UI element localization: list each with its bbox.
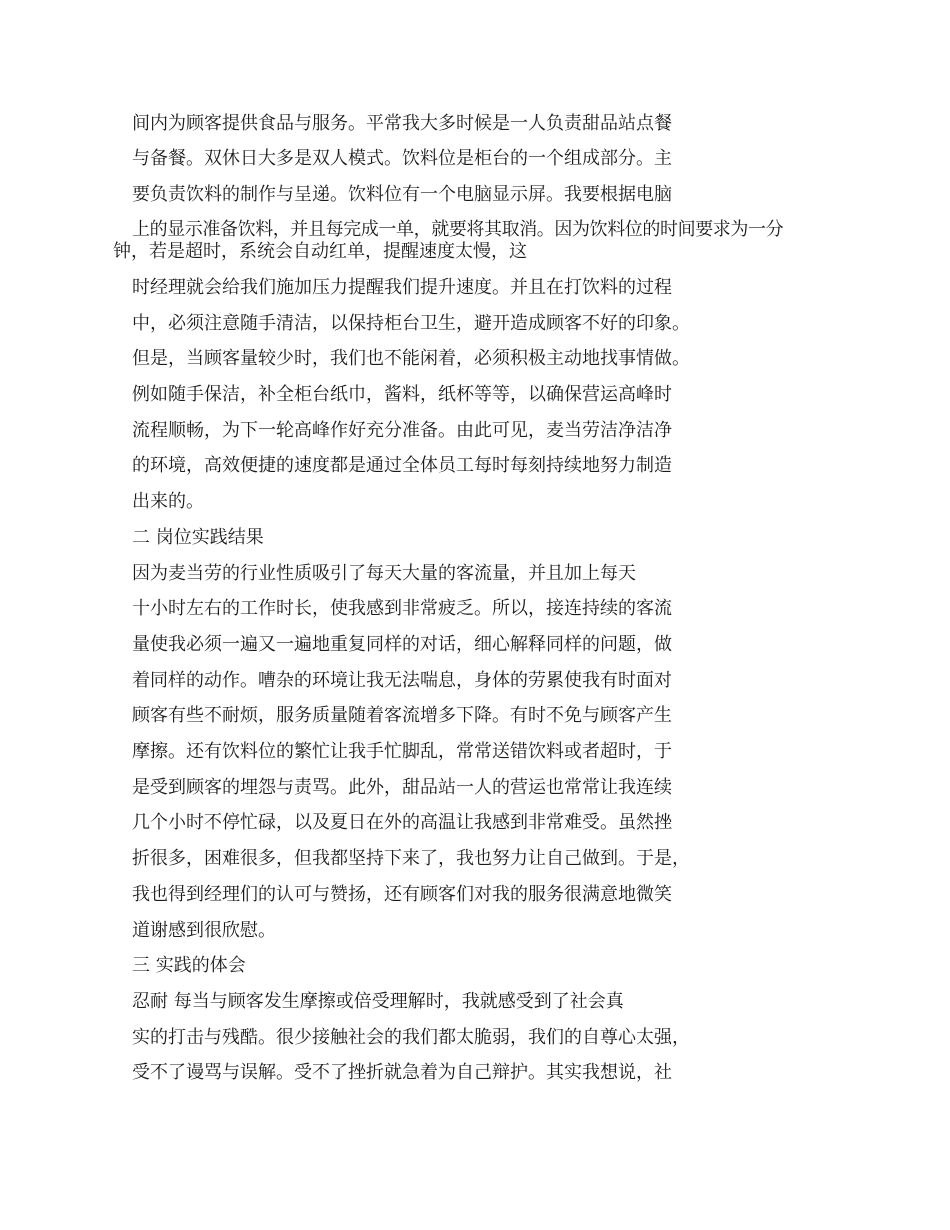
paragraph-line: 道谢感到很欣慰。 <box>132 920 276 941</box>
paragraph-line: 量使我必须一遍又一遍地重复同样的对话，细心解释同样的问题，做 <box>132 634 672 655</box>
paragraph-line: 几个小时不停忙碌，以及夏日在外的高温让我感到非常难受。虽然挫 <box>132 812 672 833</box>
paragraph-line: 时经理就会给我们施加压力提醒我们提升速度。并且在打饮料的过程 <box>132 277 672 298</box>
paragraph-line: 忍耐 每当与顾客发生摩擦或倍受理解时，我就感受到了社会真 <box>132 991 624 1012</box>
paragraph-line: 间内为顾客提供食品与服务。平常我大多时候是一人负责甜品站点餐 <box>132 113 672 134</box>
paragraph-line: 的环境，高效便捷的速度都是通过全体员工每时每刻持续地努力制造 <box>132 455 672 476</box>
paragraph-line: 顾客有些不耐烦，服务质量随着客流增多下降。有时不免与顾客产生 <box>132 705 672 726</box>
paragraph-line: 出来的。 <box>132 491 204 512</box>
paragraph-line: 因为麦当劳的行业性质吸引了每天大量的客流量，并且加上每天 <box>132 563 636 584</box>
paragraph-line: 上的显示准备饮料，并且每完成一单，就要将其取消。因为饮料位的时间要求为一分 <box>132 219 784 240</box>
paragraph-line: 流程顺畅，为下一轮高峰作好充分准备。由此可见，麦当劳洁净洁净 <box>132 420 672 441</box>
paragraph-line: 受不了谩骂与误解。受不了挫折就急着为自己辩护。其实我想说，社 <box>132 1062 672 1083</box>
paragraph-line: 例如随手保洁，补全柜台纸巾，酱料，纸杯等等，以确保营运高峰时 <box>132 384 672 405</box>
paragraph-line: 十小时左右的工作时长，使我感到非常疲乏。所以，接连持续的客流 <box>132 598 672 619</box>
paragraph-line: 着同样的动作。嘈杂的环境让我无法喘息，身体的劳累使我有时面对 <box>132 670 672 691</box>
paragraph-line: 我也得到经理们的认可与赞扬，还有顾客们对我的服务很满意地微笑 <box>132 884 672 905</box>
paragraph-line: 摩擦。还有饮料位的繁忙让我手忙脚乱，常常送错饮料或者超时，于 <box>132 741 672 762</box>
paragraph-line: 但是，当顾客量较少时，我们也不能闲着，必须积极主动地找事情做。 <box>132 348 690 369</box>
section-heading: 三 实践的体会 <box>132 955 246 976</box>
paragraph-line: 折很多，困难很多，但我都坚持下来了，我也努力让自己做到。于是， <box>132 848 690 869</box>
section-heading: 二 岗位实践结果 <box>132 527 264 548</box>
paragraph-line: 要负责饮料的制作与呈递。饮料位有一个电脑显示屏。我要根据电脑 <box>132 184 672 205</box>
paragraph-line: 钟，若是超时，系统会自动红单，提醒速度太慢，这 <box>113 241 527 262</box>
paragraph-line: 是受到顾客的埋怨与责骂。此外，甜品站一人的营运也常常让我连续 <box>132 777 672 798</box>
paragraph-line: 与备餐。双休日大多是双人模式。饮料位是柜台的一个组成部分。主 <box>132 148 672 169</box>
paragraph-line: 实的打击与残酷。很少接触社会的我们都太脆弱，我们的自尊心太强， <box>132 1027 690 1048</box>
paragraph-line: 中，必须注意随手清洁，以保持柜台卫生，避开造成顾客不好的印象。 <box>132 313 690 334</box>
